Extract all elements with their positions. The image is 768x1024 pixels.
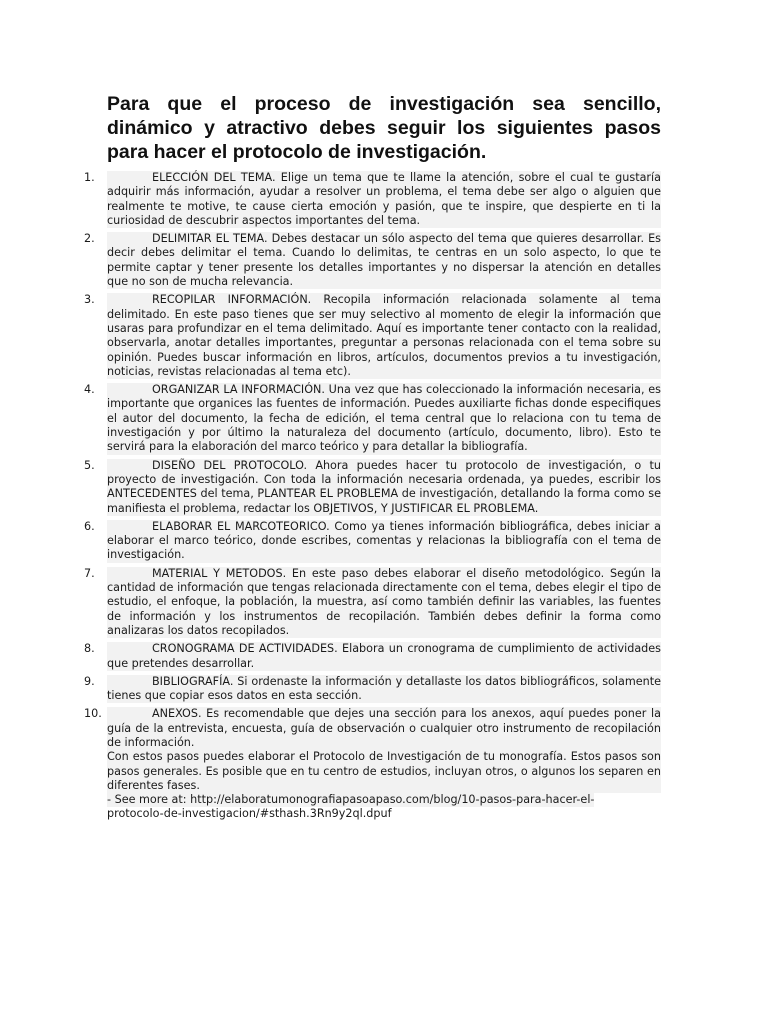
step-number: 7. [84,566,95,580]
step-number: 4. [84,383,95,397]
step-text: DISEÑO DEL PROTOCOLO. Ahora puedes hacer tu protocolo de investigación, o tu proyecto de investigación. Con toda la información necesaria ordenada, ya puedes, escribir los ANTECEDENTES del tema, PLANTEAR EL PROBLEMA de investigación, detallando la forma como se manifiesta el problema, redactar los OBJETIVOS, Y JUSTIFICAR EL PROBLEMA. [107,458,661,515]
closing-paragraph: Con estos pasos puedes elaborar el Protocolo de Investigación de tu monografía. Estos pasos son pasos generales. Es posible que en tu centro de estudios, incluyan otros, o algunos los separen en diferentes fases. [107,750,661,792]
step-text: CRONOGRAMA DE ACTIVIDADES. Elabora un cronograma de cumplimiento de actividades que pretendes desarrollar. [107,642,661,670]
step-number: 3. [84,293,95,307]
step-text: ELECCIÓN DEL TEMA. Elige un tema que te llame la atención, sobre el cual te gustaría adquirir más información, ayudar a resolver un problema, el tema debe ser algo o alguien que realmente te motive, te cause cierta emoción y pasión, que te inspire, que despierte en ti la curiosidad de descubrir aspectos importantes del tema. [107,171,661,227]
step-number: 10. [84,707,102,721]
step-number: 2. [84,232,95,246]
step-text: RECOPILAR INFORMACIÓN. Recopila información relacionada solamente al tema delimitado. En este paso tienes que ser muy selectivo al momento de elegir la información que usaras para profundizar en el tema delimitado. Aquí es importante tener contacto con la realidad, observarla, anotar detalles importantes, preguntar a personas relacionada con el tema sobre su opinión. Puedes buscar información en libros, artículos, documentos previos a tu investigación, noticias, revistas relacionadas al tema etc). [107,293,661,378]
list-item [0,567,768,638]
step-text: MATERIAL Y METODOS. En este paso debes elaborar el diseño metodológico. Según la cantidad de información que tengas relacionada directamente con el tema, debes elegir el tipo de estudio, el enfoque, la población, la muestra, así como también definir las variables, las fuentes de información y los instrumentos de recopilación. También debes definir la forma como analizaras los datos recopilados. [107,566,661,637]
list-item [0,171,768,228]
list-item [0,520,768,563]
step-text: ELABORAR EL MARCOTEORICO. Como ya tienes información bibliográfica, debes iniciar a elaborar el marco teórico, donde escribes, comentas y relacionas la bibliografía con el tema de investigación. [107,519,661,562]
step-text: ANEXOS. Es recomendable que dejes una sección para los anexos, aquí puedes poner la guía de la entrevista, encuesta, guía de observación o cualquier otro instrumento de recopilación de información. [107,707,661,749]
list-item [0,232,768,289]
step-number: 1. [84,171,95,184]
list-item [0,383,768,454]
source-line-2: protocolo-de-investigacion/#sthash.3Rn9y2ql.dpuf [107,807,392,821]
list-item [0,675,768,704]
step-text: DELIMITAR EL TEMA. Debes destacar un sólo aspecto del tema que quieres desarrollar. Es decir debes delimitar el tema. Cuando lo delimitas, te centras en un solo aspecto, lo que te permite captar y tener presente los detalles importantes y no dispersar la atención en detalles que no son de mucha relevancia. [107,232,661,289]
step-number: 8. [84,642,95,656]
steps-list [0,171,768,826]
closing-block [0,750,768,821]
list-item [0,459,768,516]
step-number: 6. [84,519,95,533]
source-reference [107,793,661,822]
step-text: BIBLIOGRAFÍA. Si ordenaste la información y detallaste los datos bibliográficos, solamente tienes que copiar esos datos en esta sección. [107,674,661,703]
step-number: 9. [84,674,95,688]
list-item [0,293,768,379]
source-line-1: - See more at: http://elaboratumonografiapasoapaso.com/blog/10-pasos-para-hacer-el- [107,793,595,807]
step-text: ORGANIZAR LA INFORMACIÓN. Una vez que has coleccionado la información necesaria, es importante que organices las fuentes de información. Puedes auxiliarte fichas donde especifiques el autor del documento, la fecha de edición, el tema central que lo relaciona con tu tema de investigación y por último la naturaleza del documento (artículo, documento, libro). Esto te servirá para la elaboración del marco teórico y para detallar la bibliografía. [107,383,661,454]
list-item [0,642,768,671]
list-item [0,707,768,750]
document-title: Para que el proceso de investigación sea sencillo, dinámico y atractivo debes seguir los siguientes pasos para hacer el protocolo de investigación. [107,93,661,163]
step-number: 5. [84,458,95,472]
